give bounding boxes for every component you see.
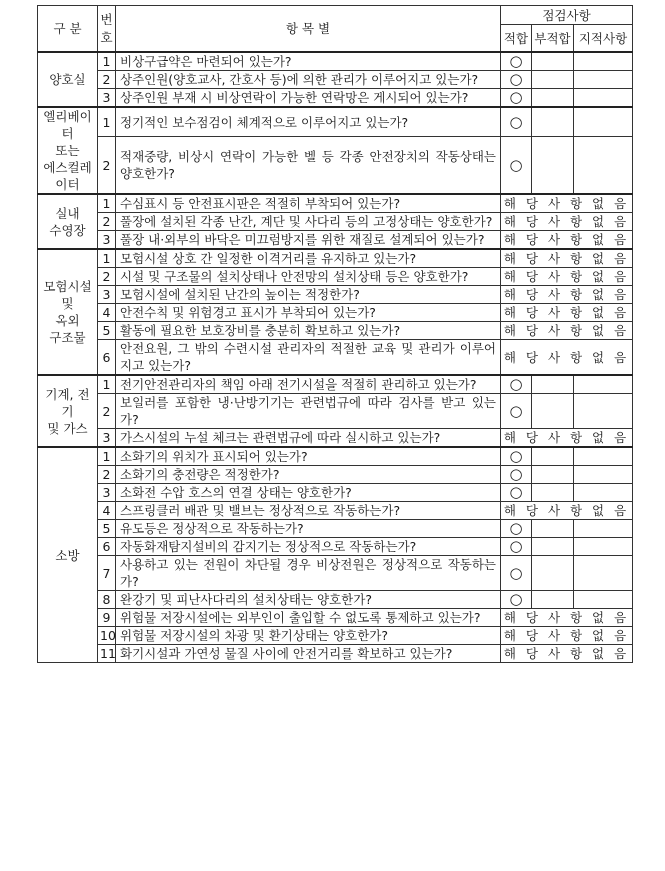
item-text: 스프링클러 배관 및 밸브는 정상적으로 작동하는가?	[116, 502, 501, 520]
bad-cell	[532, 538, 574, 556]
note-cell	[574, 107, 633, 137]
item-text: 사용하고 있는 전원이 차단될 경우 비상전원은 정상적으로 작동하는가?	[116, 556, 501, 591]
item-number: 3	[98, 429, 116, 448]
item-number: 10	[98, 627, 116, 645]
table-row	[38, 71, 633, 89]
item-text: 소화기의 충전량은 적정한가?	[116, 466, 501, 484]
item-number: 6	[98, 340, 116, 376]
ok-mark: ○	[501, 520, 532, 538]
bad-cell	[532, 447, 574, 466]
item-number: 2	[98, 71, 116, 89]
bad-cell	[532, 394, 574, 429]
not-applicable-note: 해 당 사 항 없 음	[501, 609, 633, 627]
section-category: 소방	[38, 447, 98, 663]
not-applicable-note: 해 당 사 항 없 음	[501, 429, 633, 448]
item-text: 수심표시 등 안전표시판은 적절히 부착되어 있는가?	[116, 194, 501, 213]
note-cell	[574, 520, 633, 538]
note-cell	[574, 591, 633, 609]
item-text: 모험시설에 설치된 난간의 높이는 적정한가?	[116, 286, 501, 304]
ok-mark: ○	[501, 375, 532, 394]
item-text: 풀장 내·외부의 바닥은 미끄럼방지를 위한 재질로 설계되어 있는가?	[116, 231, 501, 250]
ok-mark: ○	[501, 52, 532, 71]
section-category: 실내 수영장	[38, 194, 98, 249]
table-row	[38, 107, 633, 137]
table-row	[38, 394, 633, 429]
not-applicable-note: 해 당 사 항 없 음	[501, 502, 633, 520]
item-number: 8	[98, 591, 116, 609]
item-number: 11	[98, 645, 116, 663]
item-number: 2	[98, 137, 116, 194]
ok-mark: ○	[501, 591, 532, 609]
item-text: 전기안전관리자의 책임 아래 전기시설을 적절히 관리하고 있는가?	[116, 375, 501, 394]
header-col-note: 지적사항	[574, 25, 633, 53]
item-number: 3	[98, 484, 116, 502]
item-text: 위험물 저장시설의 차광 및 환기상태는 양호한가?	[116, 627, 501, 645]
ok-mark: ○	[501, 394, 532, 429]
ok-mark: ○	[501, 484, 532, 502]
item-number: 5	[98, 322, 116, 340]
header-col-bad: 부적합	[532, 25, 574, 53]
not-applicable-note: 해 당 사 항 없 음	[501, 304, 633, 322]
item-number: 4	[98, 502, 116, 520]
item-text: 자동화재탐지설비의 감지기는 정상적으로 작동하는가?	[116, 538, 501, 556]
ok-mark: ○	[501, 466, 532, 484]
item-text: 안전수칙 및 위험경고 표시가 부착되어 있는가?	[116, 304, 501, 322]
not-applicable-note: 해 당 사 항 없 음	[501, 268, 633, 286]
table-row	[38, 268, 633, 286]
header-col-ok: 적합	[501, 25, 532, 53]
item-text: 비상구급약은 마련되어 있는가?	[116, 52, 501, 71]
note-cell	[574, 52, 633, 71]
ok-mark: ○	[501, 137, 532, 194]
item-text: 소화전 수압 호스의 연결 상태는 양호한가?	[116, 484, 501, 502]
header-category: 구 분	[38, 6, 98, 53]
table-row	[38, 502, 633, 520]
item-number: 6	[98, 538, 116, 556]
item-number: 1	[98, 194, 116, 213]
table-row	[38, 249, 633, 268]
not-applicable-note: 해 당 사 항 없 음	[501, 286, 633, 304]
item-text: 화기시설과 가연성 물질 사이에 안전거리를 확보하고 있는가?	[116, 645, 501, 663]
note-cell	[574, 137, 633, 194]
item-text: 상주인원 부재 시 비상연락이 가능한 연락망은 게시되어 있는가?	[116, 89, 501, 108]
item-text: 적재중량, 비상시 연락이 가능한 벨 등 각종 안전장치의 작동상태는 양호한가?	[116, 137, 501, 194]
header-row-top	[38, 6, 633, 25]
ok-mark: ○	[501, 107, 532, 137]
item-number: 5	[98, 520, 116, 538]
item-text: 안전요원, 그 밖의 수련시설 관리자의 적절한 교육 및 관리가 이루어지고 있는가?	[116, 340, 501, 376]
item-number: 1	[98, 52, 116, 71]
bad-cell	[532, 52, 574, 71]
table-row	[38, 340, 633, 376]
item-number: 1	[98, 107, 116, 137]
table-row	[38, 89, 633, 108]
table-row	[38, 213, 633, 231]
table-row	[38, 137, 633, 194]
table-row	[38, 322, 633, 340]
item-number: 3	[98, 231, 116, 250]
item-number: 4	[98, 304, 116, 322]
bad-cell	[532, 137, 574, 194]
item-number: 2	[98, 213, 116, 231]
item-text: 활동에 필요한 보호장비를 충분히 확보하고 있는가?	[116, 322, 501, 340]
bad-cell	[532, 71, 574, 89]
item-text: 소화기의 위치가 표시되어 있는가?	[116, 447, 501, 466]
item-text: 보일러를 포함한 냉·난방기기는 관련법규에 따라 검사를 받고 있는가?	[116, 394, 501, 429]
section-category: 엘리베이터 또는 에스컬레이터	[38, 107, 98, 194]
section-category: 기계, 전기 및 가스	[38, 375, 98, 447]
not-applicable-note: 해 당 사 항 없 음	[501, 231, 633, 250]
table-row	[38, 484, 633, 502]
item-number: 3	[98, 286, 116, 304]
not-applicable-note: 해 당 사 항 없 음	[501, 340, 633, 376]
item-text: 완강기 및 피난사다리의 설치상태는 양호한가?	[116, 591, 501, 609]
item-number: 3	[98, 89, 116, 108]
item-text: 풀장에 설치된 각종 난간, 계단 및 사다리 등의 고정상태는 양호한가?	[116, 213, 501, 231]
ok-mark: ○	[501, 89, 532, 108]
table-row	[38, 52, 633, 71]
ok-mark: ○	[501, 71, 532, 89]
table-row	[38, 447, 633, 466]
table-row	[38, 538, 633, 556]
table-row	[38, 194, 633, 213]
table-row	[38, 304, 633, 322]
note-cell	[574, 375, 633, 394]
item-number: 2	[98, 466, 116, 484]
item-text: 가스시설의 누설 체크는 관련법규에 따라 실시하고 있는가?	[116, 429, 501, 448]
bad-cell	[532, 556, 574, 591]
note-cell	[574, 466, 633, 484]
table-row	[38, 520, 633, 538]
table-row	[38, 556, 633, 591]
bad-cell	[532, 375, 574, 394]
table-row	[38, 375, 633, 394]
item-text: 모험시설 상호 간 일정한 이격거리를 유지하고 있는가?	[116, 249, 501, 268]
item-number: 1	[98, 447, 116, 466]
bad-cell	[532, 89, 574, 108]
item-number: 1	[98, 249, 116, 268]
note-cell	[574, 71, 633, 89]
note-cell	[574, 538, 633, 556]
table-row	[38, 466, 633, 484]
ok-mark: ○	[501, 556, 532, 591]
item-number: 2	[98, 268, 116, 286]
not-applicable-note: 해 당 사 항 없 음	[501, 194, 633, 213]
item-number: 1	[98, 375, 116, 394]
inspection-checklist	[37, 5, 632, 663]
item-text: 시설 및 구조물의 설치상태나 안전망의 설치상태 등은 양호한가?	[116, 268, 501, 286]
ok-mark: ○	[501, 447, 532, 466]
header-inspection: 점검사항	[501, 6, 633, 25]
table-row	[38, 591, 633, 609]
item-text: 유도등은 정상적으로 작동하는가?	[116, 520, 501, 538]
not-applicable-note: 해 당 사 항 없 음	[501, 249, 633, 268]
not-applicable-note: 해 당 사 항 없 음	[501, 213, 633, 231]
note-cell	[574, 484, 633, 502]
bad-cell	[532, 484, 574, 502]
header-number: 번 호	[98, 6, 116, 53]
not-applicable-note: 해 당 사 항 없 음	[501, 322, 633, 340]
item-text: 위험물 저장시설에는 외부인이 출입할 수 없도록 통제하고 있는가?	[116, 609, 501, 627]
table-row	[38, 429, 633, 448]
checklist-body	[38, 52, 633, 663]
note-cell	[574, 89, 633, 108]
table-row	[38, 609, 633, 627]
section-category: 모험시설 및 옥외 구조물	[38, 249, 98, 375]
section-category: 양호실	[38, 52, 98, 107]
item-text: 상주인원(양호교사, 간호사 등)에 의한 관리가 이루어지고 있는가?	[116, 71, 501, 89]
not-applicable-note: 해 당 사 항 없 음	[501, 627, 633, 645]
ok-mark: ○	[501, 538, 532, 556]
bad-cell	[532, 520, 574, 538]
note-cell	[574, 394, 633, 429]
table-row	[38, 286, 633, 304]
note-cell	[574, 447, 633, 466]
table-row	[38, 627, 633, 645]
checklist-table	[37, 5, 633, 663]
not-applicable-note: 해 당 사 항 없 음	[501, 645, 633, 663]
table-row	[38, 645, 633, 663]
item-text: 정기적인 보수점검이 체계적으로 이루어지고 있는가?	[116, 107, 501, 137]
bad-cell	[532, 466, 574, 484]
bad-cell	[532, 107, 574, 137]
header-items: 항 목 별	[116, 6, 501, 53]
note-cell	[574, 556, 633, 591]
item-number: 9	[98, 609, 116, 627]
item-number: 7	[98, 556, 116, 591]
bad-cell	[532, 591, 574, 609]
table-row	[38, 231, 633, 250]
item-number: 2	[98, 394, 116, 429]
